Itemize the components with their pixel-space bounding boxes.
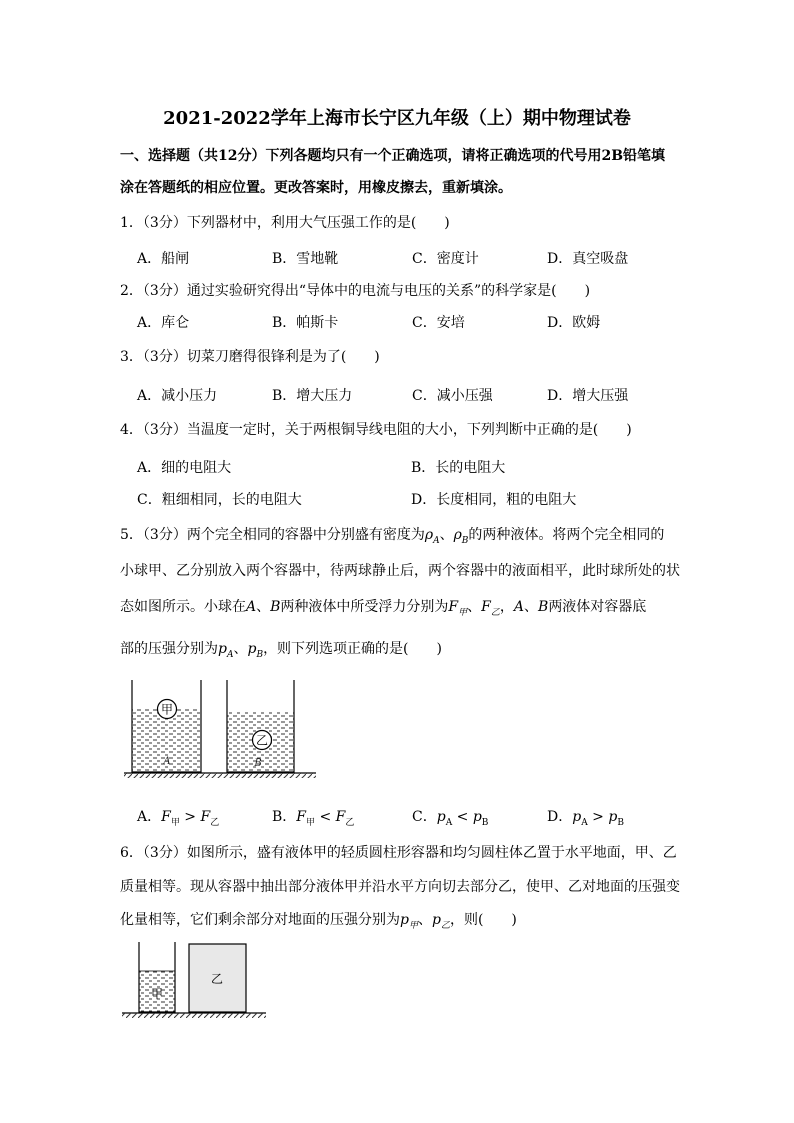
question-6-line2: 质量相等。现从容器中抽出部分液体甲并沿水平方向切去部分乙，使甲、乙对地面的压强变 — [120, 879, 680, 895]
q1-option-a: A．船闸 — [137, 251, 190, 267]
pressure-a-subscript: A — [226, 649, 234, 660]
q5-option-c — [412, 806, 488, 828]
q5-line3-text-b: 两种液体中所受浮力分别为 — [280, 599, 449, 615]
q3-option-b: B．增大压力 — [272, 388, 353, 404]
q5-line3-sep-d: 、 — [524, 599, 539, 615]
q5-option-c-rhs: p — [472, 809, 482, 825]
liquid-a-figure-label: A — [163, 756, 171, 767]
question-5-line2: 小球甲、乙分别放入两个容器中，待两球静止后，两个容器中的液面相平，此时球所处的状 — [120, 563, 680, 579]
q5-option-d-letter: D． — [547, 809, 573, 825]
q5-line3-text-a: 态如图所示。小球在 — [120, 599, 246, 615]
q5-line3-sep-c: ， — [499, 599, 514, 615]
q5-option-b-lhs-sub: 甲 — [306, 817, 316, 828]
q6-container-and-cylinder-figure — [120, 940, 270, 1024]
q5-option-b-lhs: F — [296, 809, 307, 825]
q5-option-a-lhs-sub: 甲 — [170, 817, 180, 828]
rho-a-subscript: A — [433, 535, 440, 546]
page-title: 2021-2022学年上海市长宁区九年级（上）期中物理试卷 — [163, 108, 631, 129]
question-6-line1: 6．（3分）如图所示，盛有液体甲的轻质圆柱形容器和均匀圆柱体乙置于水平地面，甲、乙 — [120, 845, 677, 861]
q1-option-d: D．真空吸盘 — [547, 251, 629, 267]
q5-option-c-letter: C． — [412, 809, 437, 825]
q5-option-d-lhs-sub: A — [581, 817, 588, 828]
q5-option-b — [272, 806, 354, 828]
section-heading-line2: 涂在答题纸的相应位置。更改答案时，用橡皮擦去，重新填涂。 — [120, 180, 512, 196]
q2-option-b: B．帕斯卡 — [272, 315, 339, 331]
q5-option-d — [547, 806, 624, 828]
pressure-yi-subscript: 乙 — [440, 920, 450, 931]
q6-line3-text-a: 化量相等，它们剩余部分对地面的压强分别为 — [120, 912, 400, 928]
liquid-b-label-2: B — [538, 599, 549, 615]
pressure-b-subscript: B — [256, 649, 264, 660]
rho-b-base: ρ — [453, 527, 462, 543]
q5-option-a-lhs: F — [161, 809, 171, 825]
liquid-b-figure-label: B — [254, 758, 262, 769]
liquid-a-label: A — [246, 599, 257, 615]
buoyancy-jia-symbol — [448, 599, 468, 618]
q5-option-a — [137, 806, 219, 828]
q6-line3-text-b: ，则( ) — [449, 912, 517, 928]
q5-option-b-rhs-sub: 乙 — [345, 817, 355, 828]
q5-option-a-rhs-sub: 乙 — [210, 817, 220, 828]
q5-containers-figure — [120, 678, 320, 780]
pressure-a-symbol — [218, 641, 234, 660]
q4-option-a: A．细的电阻大 — [137, 460, 232, 476]
q1-option-c: C．密度计 — [412, 251, 479, 267]
ground-hatch — [124, 773, 316, 778]
buoyancy-yi-subscript: 乙 — [490, 607, 500, 618]
liquid-a-label-2: A — [513, 599, 525, 615]
liquid-jia-label: 甲 — [150, 987, 164, 1001]
cylinder-yi-label: 乙 — [210, 972, 224, 986]
q5-option-c-rhs-sub: B — [481, 817, 489, 828]
question-5-line3 — [120, 596, 646, 618]
question-5-line4 — [120, 638, 442, 660]
buoyancy-yi-symbol — [481, 599, 500, 618]
pressure-a-base: p — [218, 641, 227, 657]
q3-option-c: C．减小压强 — [412, 388, 493, 404]
q5-option-b-op: < — [315, 809, 336, 825]
rho-a-base: ρ — [424, 527, 434, 543]
q4-option-c: C．粗细相同，长的电阻大 — [137, 492, 302, 508]
q3-option-a: A．减小压力 — [137, 388, 218, 404]
question-2-stem: 2．（3分）通过实验研究得出“导体中的电流与电压的关系”的科学家是( ) — [120, 283, 591, 299]
rho-b-symbol — [453, 527, 469, 546]
q2-option-a: A．库仑 — [137, 315, 190, 331]
question-3-stem: 3．（3分）切菜刀磨得很锋利是为了( ) — [120, 349, 380, 365]
rho-a-symbol — [424, 527, 440, 546]
pressure-jia-base: p — [400, 912, 409, 928]
q5-line1-text-a: 5．（3分）两个完全相同的容器中分别盛有密度为 — [120, 527, 425, 543]
q5-option-b-letter: B． — [272, 809, 297, 825]
q6-line3-separator: 、 — [417, 912, 432, 928]
question-4-stem: 4．（3分）当温度一定时，关于两根铜导线电阻的大小，下列判断中正确的是( ) — [120, 422, 632, 438]
ball-jia-label: 甲 — [160, 702, 174, 717]
buoyancy-jia-subscript: 甲 — [458, 607, 468, 618]
ground-hatch-q6 — [122, 1013, 266, 1018]
question-1-stem: 1．（3分）下列器材中，利用大气压强工作的是( ) — [120, 215, 450, 231]
pressure-jia-subscript: 甲 — [408, 920, 418, 931]
q2-option-c: C．安培 — [412, 315, 465, 331]
pressure-b-base: p — [247, 641, 257, 657]
q5-line3-sep-b: 、 — [467, 599, 482, 615]
q4-option-d: D．长度相同，粗的电阻大 — [411, 492, 577, 508]
q5-option-d-op: > — [587, 809, 609, 825]
q5-option-d-rhs: p — [608, 809, 618, 825]
q5-option-d-lhs: p — [572, 809, 582, 825]
pressure-yi-base: p — [431, 912, 441, 928]
q1-option-b: B．雪地靴 — [272, 251, 339, 267]
question-6-line3 — [120, 909, 517, 931]
q3-option-d: D．增大压强 — [547, 388, 629, 404]
liquid-b-label: B — [270, 599, 281, 615]
pressure-jia-symbol — [400, 912, 418, 931]
q5-line1-text-b: 的两种液体。将两个完全相同的 — [468, 527, 665, 543]
q5-option-a-rhs: F — [200, 809, 211, 825]
q5-option-c-op: < — [452, 809, 473, 825]
buoyancy-jia-base: F — [448, 599, 459, 615]
q5-line4-text-b: ，则下列选项正确的是( ) — [263, 641, 442, 657]
q5-line3-sep-a: 、 — [256, 599, 271, 615]
q5-line4-text-a: 部的压强分别为 — [120, 641, 218, 657]
question-5-line1 — [120, 524, 664, 546]
rho-b-subscript: B — [461, 535, 469, 546]
q5-line3-text-c: 两液体对容器底 — [548, 599, 647, 615]
q5-option-c-lhs: p — [436, 809, 446, 825]
pressure-yi-symbol — [431, 912, 450, 931]
q5-option-d-rhs-sub: B — [617, 817, 624, 828]
q5-line4-separator: 、 — [233, 641, 248, 657]
q5-option-a-letter: A． — [137, 809, 162, 825]
q4-option-b: B．长的电阻大 — [411, 460, 506, 476]
ball-yi-label: 乙 — [255, 733, 269, 748]
pressure-b-symbol — [247, 641, 264, 660]
section-heading-line1: 一、选择题（共12分）下列各题均只有一个正确选项，请将正确选项的代号用2B铅笔填 — [120, 148, 666, 164]
q5-option-c-lhs-sub: A — [445, 817, 453, 828]
buoyancy-yi-base: F — [481, 599, 491, 615]
q5-option-b-rhs: F — [335, 809, 346, 825]
q5-line1-separator: 、 — [439, 527, 454, 543]
q5-option-a-op: > — [179, 809, 201, 825]
q2-option-d: D．欧姆 — [547, 315, 601, 331]
